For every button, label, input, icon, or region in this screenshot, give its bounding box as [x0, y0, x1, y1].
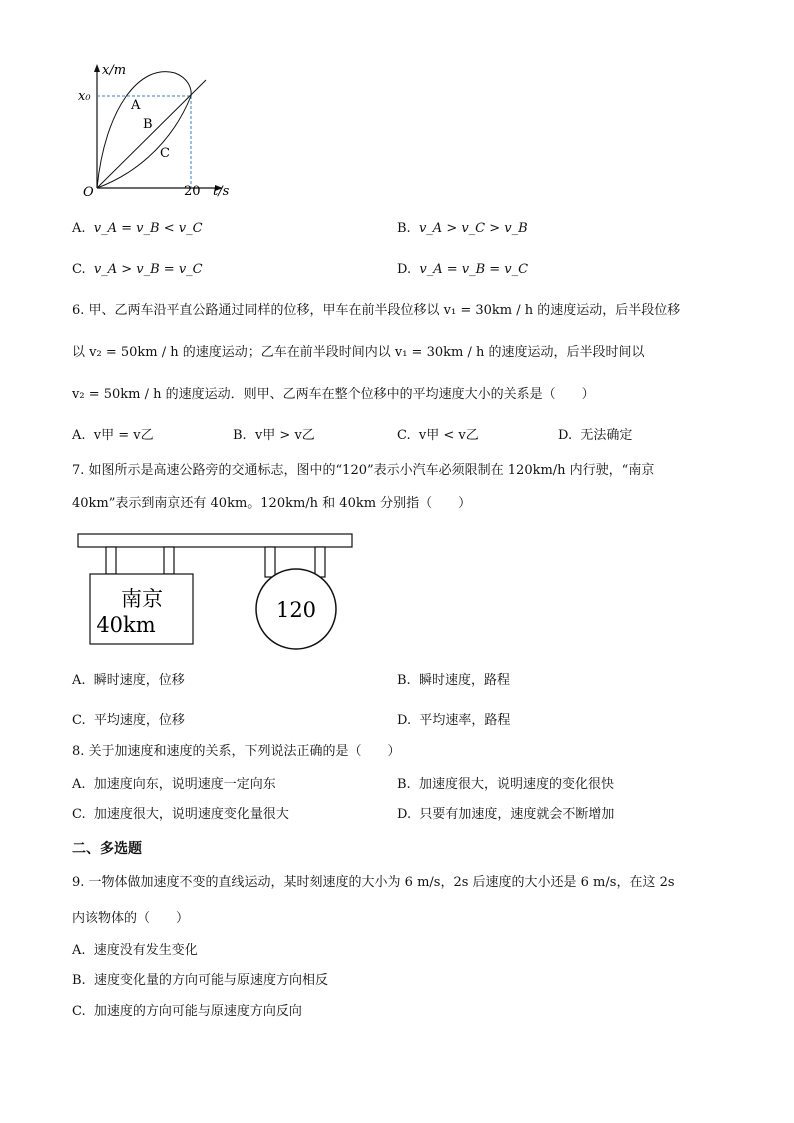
sign-city: 南京: [121, 587, 163, 611]
q8-option-a-text: 加速度向东，说明速度一定向东: [93, 777, 276, 792]
q5-option-a[interactable]: [72, 221, 203, 237]
q5-option-c-text: v_A > v_B = v_C: [93, 262, 203, 277]
q6-option-d-letter: D.: [558, 428, 573, 443]
traffic-sign-figure: [76, 532, 356, 654]
q5-option-b-text: v_A > v_C > v_B: [418, 221, 528, 236]
q5-option-a-text: v_A = v_B < v_C: [93, 221, 203, 236]
q8-stem: 8. 关于加速度和速度的关系，下列说法正确的是（ ）: [72, 744, 401, 759]
x-t-graph: [70, 58, 245, 200]
q9-option-a[interactable]: [72, 943, 198, 959]
q8-option-c[interactable]: [72, 807, 289, 823]
x-axis-label: t/s: [213, 184, 230, 199]
q8-option-c-text: 加速度很大，说明速度变化量很大: [93, 807, 289, 822]
q5-option-d-text: v_A = v_B = v_C: [419, 262, 529, 277]
q8-option-b-text: 加速度很大，说明速度的变化很快: [418, 777, 614, 792]
q9-option-c-letter: C.: [72, 1004, 86, 1019]
q9-option-a-text: 速度没有发生变化: [93, 943, 198, 958]
q8-option-d-letter: D.: [397, 807, 412, 822]
q6-option-c-letter: C.: [397, 428, 411, 443]
y-axis-arrow: [94, 64, 100, 72]
q6-option-d[interactable]: [558, 428, 632, 444]
sign-right-post-2: [315, 547, 325, 577]
q5-option-c[interactable]: [72, 262, 203, 278]
q7-option-c[interactable]: [72, 713, 185, 729]
q8-option-a[interactable]: [72, 777, 276, 793]
sign-distance: 40km: [96, 613, 156, 637]
x0-label: x₀: [78, 89, 91, 104]
q7-option-c-letter: C.: [72, 713, 86, 728]
curve-label-c: C: [160, 146, 170, 161]
q9-option-c-text: 加速度的方向可能与原速度方向反向: [93, 1004, 302, 1019]
q9-option-a-letter: A.: [72, 943, 86, 958]
curve-label-b: B: [143, 117, 153, 132]
q6-option-a-letter: A.: [72, 428, 86, 443]
q7-option-c-text: 平均速度，位移: [93, 713, 185, 728]
q9-stem-line1: 9. 一物体做加速度不变的直线运动，某时刻速度的大小为 6 m/s，2s 后速度的大小还是 6 m/s，在这 2s: [72, 875, 675, 890]
q5-option-d[interactable]: [397, 262, 528, 278]
curve-label-a: A: [131, 98, 141, 113]
q9-option-b-letter: B.: [72, 973, 86, 988]
sign-left-post-1: [106, 547, 116, 574]
q8-option-c-letter: C.: [72, 807, 86, 822]
q6-option-a-text: v甲 = v乙: [93, 428, 154, 443]
q9-stem-line2: 内该物体的（ ）: [72, 911, 190, 926]
q5-option-c-letter: C.: [72, 262, 86, 277]
q9-option-b[interactable]: [72, 973, 328, 989]
q7-option-a-text: 瞬时速度，位移: [93, 673, 185, 688]
q7-stem-line1: 7. 如图所示是高速公路旁的交通标志，图中的“120”表示小汽车必须限制在 120km/h 内行驶，“南京: [72, 463, 655, 478]
q6-stem-line2: 以 v₂ = 50km / h 的速度运动；乙车在前半段时间内以 v₁ = 30km / h 的速度运动，后半段时间以: [72, 345, 645, 360]
q6-option-c[interactable]: [397, 428, 479, 444]
section-title: 二、多选题: [72, 841, 142, 857]
sign-speed: 120: [275, 598, 317, 622]
q8-option-b[interactable]: [397, 777, 614, 793]
q8-option-d-text: 只要有加速度，速度就会不断增加: [419, 807, 615, 822]
q6-option-a[interactable]: [72, 428, 154, 444]
q6-option-c-text: v甲 < v乙: [418, 428, 479, 443]
sign-top-bar: [78, 534, 352, 547]
q6-option-d-text: 无法确定: [580, 428, 633, 443]
q5-option-b-letter: B.: [397, 221, 411, 236]
sign-right-post-1: [265, 547, 275, 577]
q7-option-b-letter: B.: [397, 673, 411, 688]
q8-option-a-letter: A.: [72, 777, 86, 792]
q5-option-d-letter: D.: [397, 262, 412, 277]
q5-option-a-letter: A.: [72, 221, 86, 236]
q7-option-b-text: 瞬时速度，路程: [418, 673, 510, 688]
q7-option-d[interactable]: [397, 713, 510, 729]
q6-option-b-letter: B.: [233, 428, 247, 443]
q6-option-b[interactable]: [233, 428, 315, 444]
q6-option-b-text: v甲 > v乙: [254, 428, 315, 443]
q7-option-b[interactable]: [397, 673, 510, 689]
q8-option-b-letter: B.: [397, 777, 411, 792]
q6-stem-line3: v₂ = 50km / h 的速度运动．则甲、乙两车在整个位移中的平均速度大小的关系是（ ）: [72, 387, 595, 402]
q9-option-c[interactable]: [72, 1004, 302, 1020]
y-axis-label: x/m: [102, 63, 127, 78]
q9-option-b-text: 速度变化量的方向可能与原速度方向相反: [93, 973, 328, 988]
q7-option-d-letter: D.: [397, 713, 412, 728]
q6-stem-line1: 6. 甲、乙两车沿平直公路通过同样的位移，甲车在前半段位移以 v₁ = 30km / h 的速度运动，后半段位移: [72, 303, 681, 318]
origin-label: O: [83, 185, 94, 200]
sign-left-post-2: [164, 547, 174, 574]
q8-option-d[interactable]: [397, 807, 614, 823]
q7-option-a[interactable]: [72, 673, 185, 689]
t-tick-label: 20: [184, 184, 201, 199]
q7-stem-line2: 40km”表示到南京还有 40km。120km/h 和 40km 分别指（ ）: [72, 496, 472, 511]
q5-option-b[interactable]: [397, 221, 528, 237]
q7-option-a-letter: A.: [72, 673, 86, 688]
q7-option-d-text: 平均速率，路程: [419, 713, 511, 728]
